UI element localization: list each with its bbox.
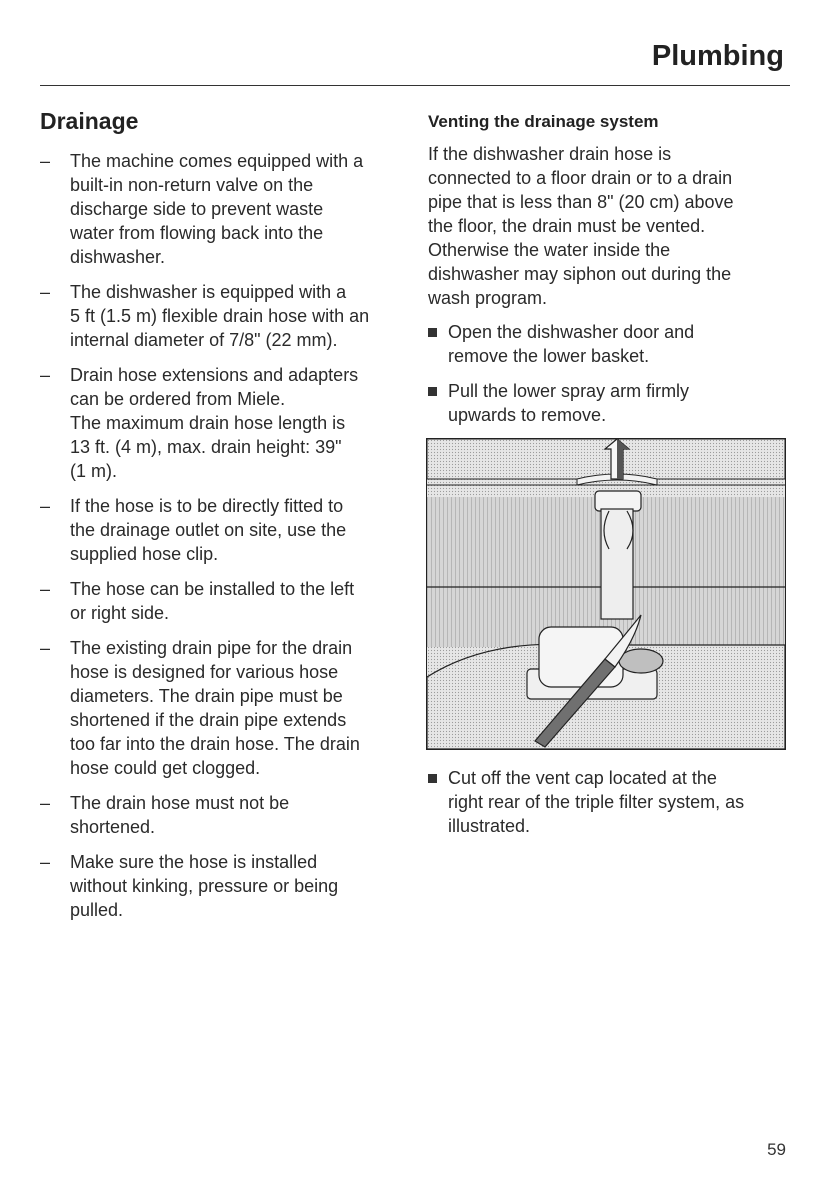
instruction-step (428, 766, 788, 838)
drainage-list-item (40, 791, 405, 839)
drainage-list-item (40, 149, 405, 269)
text-line: the drainage outlet on site, use the (70, 520, 347, 540)
text-line: or right side. (70, 603, 170, 623)
dash-marker: – (40, 151, 51, 171)
text-line: without kinking, pressure or being (70, 876, 339, 896)
drainage-list-item (40, 850, 405, 922)
dash-marker: – (40, 638, 51, 658)
dash-marker: – (40, 282, 51, 302)
text-line: pulled. (70, 900, 124, 920)
text-line: Cut off the vent cap located at the (448, 768, 717, 788)
venting-steps-after-figure (428, 766, 788, 849)
text-line: Drain hose extensions and adapters (70, 365, 359, 385)
text-line: shortened. (70, 817, 156, 837)
text-line: the floor, the drain must be vented. (428, 216, 706, 236)
text-line: The dishwasher is equipped with a (70, 282, 347, 302)
text-line: If the hose is to be directly fitted to (70, 496, 344, 516)
text-line: The maximum drain hose length is (70, 413, 346, 433)
drainage-column (40, 108, 405, 933)
spray-arm-illustration (426, 438, 786, 750)
venting-steps (428, 320, 788, 427)
page-number: 59 (767, 1140, 786, 1159)
section-title: Plumbing (651, 40, 784, 72)
text-line: The hose can be installed to the left (70, 579, 355, 599)
drainage-list-item (40, 494, 405, 566)
text-line: 5 ft (1.5 m) flexible drain hose with an (70, 306, 370, 326)
text-line: illustrated. (448, 816, 531, 836)
dash-marker: – (40, 793, 51, 813)
instruction-step (428, 320, 788, 368)
square-bullet-icon (428, 774, 437, 783)
drainage-heading: Drainage (40, 108, 139, 134)
text-line: discharge side to prevent waste (70, 199, 324, 219)
text-line: water from flowing back into the (70, 223, 324, 243)
filter-system-drawing (427, 439, 785, 749)
text-line: The existing drain pipe for the drain (70, 638, 353, 658)
text-line: The drain hose must not be (70, 793, 290, 813)
text-line: hose is designed for various hose (70, 662, 339, 682)
text-line: internal diameter of 7/8" (22 mm). (70, 330, 338, 350)
text-line: Pull the lower spray arm firmly (448, 381, 690, 401)
text-line: remove the lower basket. (448, 346, 650, 366)
text-line: If the dishwasher drain hose is (428, 144, 672, 164)
instruction-step (428, 379, 788, 427)
text-line: can be ordered from Miele. (70, 389, 286, 409)
text-line: wash program. (428, 288, 548, 308)
drainage-list-item (40, 363, 405, 483)
dash-marker: – (40, 496, 51, 516)
header-divider (40, 85, 790, 86)
text-line: dishwasher may siphon out during the (428, 264, 732, 284)
text-line: Open the dishwasher door and (448, 322, 695, 342)
text-line: 13 ft. (4 m), max. drain height: 39" (70, 437, 342, 457)
text-line: hose could get clogged. (70, 758, 261, 778)
dash-marker: – (40, 365, 51, 385)
text-line: right rear of the triple filter system, as (448, 792, 745, 812)
drainage-list-item (40, 636, 405, 780)
text-line: connected to a floor drain or to a drain (428, 168, 733, 188)
text-line: upwards to remove. (448, 405, 607, 425)
text-line: The machine comes equipped with a (70, 151, 364, 171)
text-line: dishwasher. (70, 247, 166, 267)
venting-column (428, 112, 788, 438)
text-line: (1 m). (70, 461, 117, 481)
text-line: Otherwise the water inside the (428, 240, 671, 260)
square-bullet-icon (428, 328, 437, 337)
drainage-list-item (40, 280, 405, 352)
text-line: shortened if the drain pipe extends (70, 710, 347, 730)
text-line: supplied hose clip. (70, 544, 219, 564)
dash-marker: – (40, 579, 51, 599)
venting-heading: Venting the drainage system (428, 112, 659, 131)
square-bullet-icon (428, 387, 437, 396)
text-line: diameters. The drain pipe must be (70, 686, 343, 706)
venting-intro (428, 142, 788, 310)
drainage-list-item (40, 577, 405, 625)
drainage-list (40, 149, 405, 922)
text-line: too far into the drain hose. The drain (70, 734, 360, 754)
text-line: built-in non-return valve on the (70, 175, 314, 195)
dash-marker: – (40, 852, 51, 872)
text-line: pipe that is less than 8" (20 cm) above (428, 192, 734, 212)
text-line: Make sure the hose is installed (70, 852, 318, 872)
